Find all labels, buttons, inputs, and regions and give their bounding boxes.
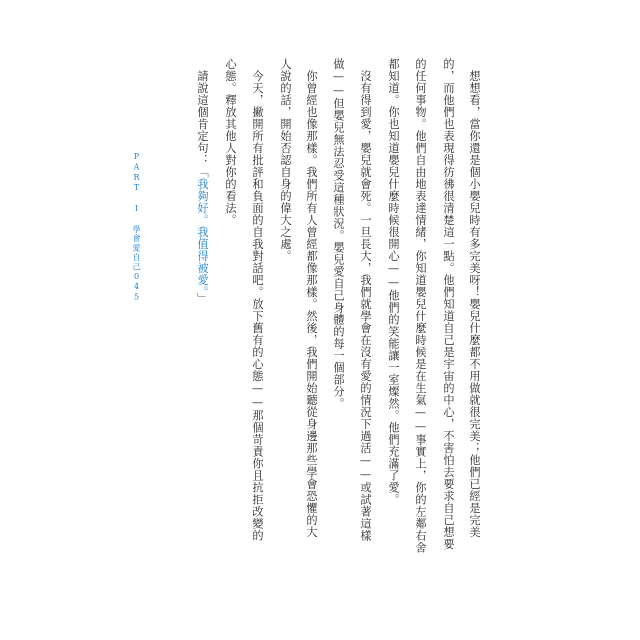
text-line-10: 心態。釋放其他人對你的看法。	[224, 58, 237, 226]
text-line-7: 你曾經也像那樣。我們所有人曾經都像那樣。然後，我們開始聽從身邊那些學會恐懼的大	[305, 70, 318, 538]
text-line-6: 做——但嬰兒無法忍受這種狀況。嬰兒愛自己身體的每一個部分。	[332, 58, 345, 410]
text-line-1: 想想看，當你還是個小嬰兒時有多完美呀！嬰兒什麼都不用做就很完美；他們已經是完美	[468, 70, 481, 538]
running-head: PART I 學會愛自己	[132, 152, 141, 272]
page-number: 045	[132, 271, 141, 304]
text-line-11: 請說這個肯定句：「我夠好。我值得被愛。」	[196, 70, 209, 305]
text-line-2: 的，而他們也表現得彷彿很清楚這一點。他們知道自己是宇宙的中心，不害怕去要求自己想要	[442, 58, 455, 550]
text-line-8: 人說的話，開始否認自身的偉大之處。	[279, 58, 292, 262]
running-footer	[131, 152, 142, 303]
text-line-4: 都知道。你也知道嬰兒什麼時候很開心——他們的笑能讓一室燦然。他們充滿了愛。	[387, 58, 400, 506]
text-line-9: 今天，撇開所有批評和負面的自我對話吧。放下舊有的心態——那個苛責你且抗拒改變的	[251, 70, 264, 542]
text-line-5: 沒有得到愛，嬰兒就會死。一旦長大，我們就學會在沒有愛的情況下過活——或試著這樣	[359, 70, 372, 542]
text-line-3: 的任何事物。他們自由地表達情緒，你知道嬰兒什麼時候是在生氣——事實上，你的左鄰右舍	[414, 58, 427, 554]
affirmation-highlight: 我夠好。我值得被愛。	[196, 178, 209, 293]
